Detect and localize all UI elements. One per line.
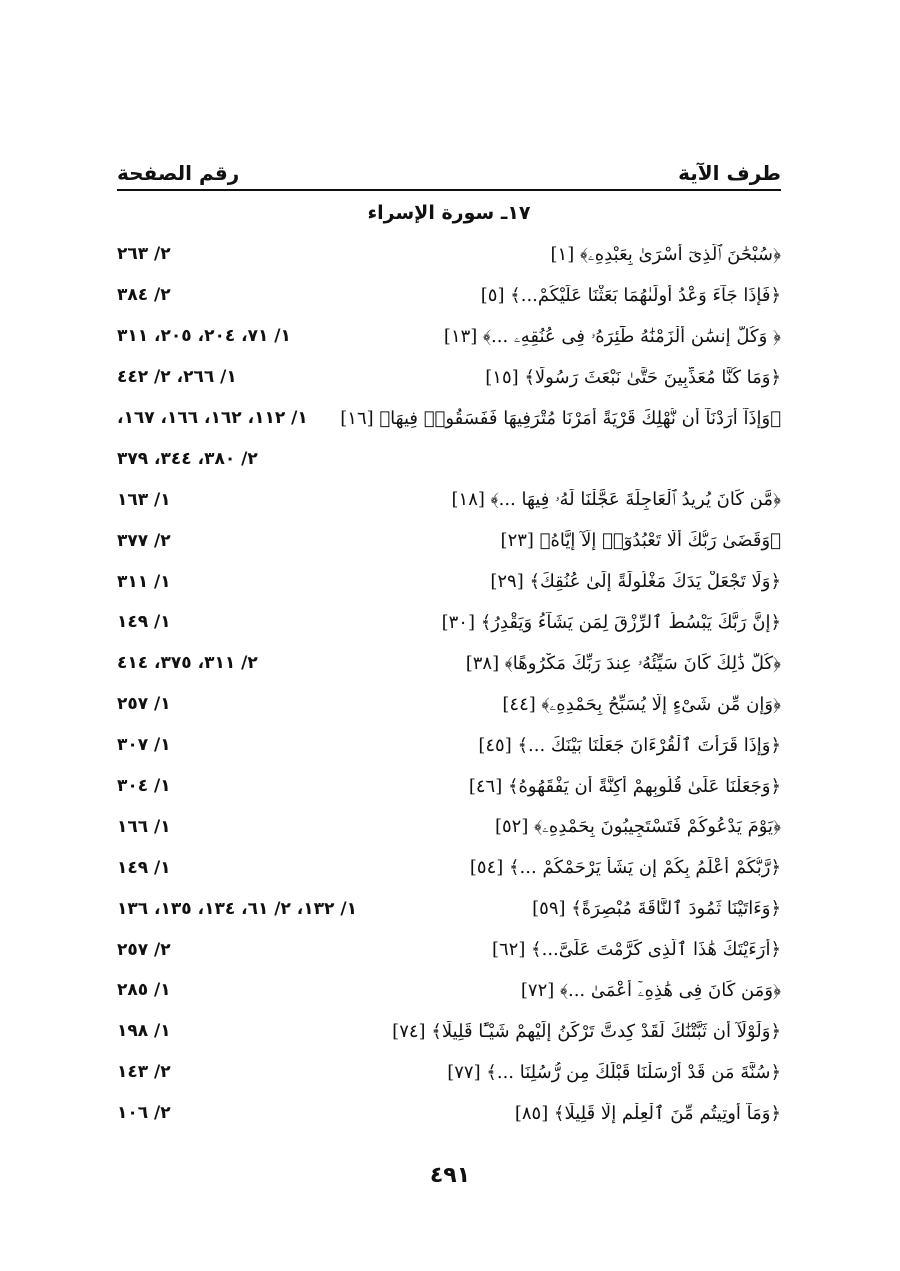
verse-excerpt: ﴿وَإِن مِّن شَىْءٍ إِلَّا يُسَبِّحُ بِحَمْدِهِۦ﴾ [٤٤] [502,693,781,715]
verse-excerpt: ﴿كُلُّ ذَٰلِكَ كَانَ سَيِّئُهُۥ عِندَ رَبِّكَ مَكْرُوهًا﴾ [٣٨] [465,652,781,674]
surah-title: ١٧ـ سورة الإسراء [367,202,531,224]
table-row [117,888,781,929]
page-references: ٢/ ٣١١، ٣٧٥، ٤١٤ [117,653,258,674]
table-row [117,970,781,1011]
page-references: ١/ ١٦٦ [117,816,171,837]
verse-excerpt: ﴿وَمَآ أُوتِيتُم مِّنَ ٱلْعِلْمِ إِلَّا قَلِيلًا﴾ [٨٥] [514,1102,781,1124]
page-references: ٢/ ١٤٣ [117,1062,171,1083]
page-references: ١/ ١٤٩ [117,612,171,633]
page-references: ١/ ١٩٨ [117,1021,171,1042]
page-references: ١/ ١٤٩ [117,857,171,878]
verse-excerpt: ﴿وَإِذَآ أَرَدْنَآ أَن نُّهْلِكَ قَرْيَةً أَمَرْنَا مُتْرَفِيهَا فَفَسَقُوا۟ فِيهَا﴾ [١٦] [340,407,781,429]
verse-excerpt: ﴿مَّن كَانَ يُرِيدُ ٱلْعَاجِلَةَ عَجَّلْنَا لَهُۥ فِيهَا ...﴾ [١٨] [451,489,781,511]
verse-excerpt: ﴿سُبْحَٰنَ ٱلَّذِىٓ أَسْرَىٰ بِعَبْدِهِۦ﴾ [١] [550,243,781,265]
page-references: ١/ ١١٢، ١٦٢، ١٦٦، ١٦٧، [117,408,308,428]
verse-excerpt: ﴿يَوْمَ يَدْعُوكُمْ فَتَسْتَجِيبُونَ بِحَمْدِهِۦ﴾ [٥٢] [494,816,781,838]
table-row [117,806,781,847]
page-references: ١/ ٧١، ٢٠٤، ٢٠٥، ٣١١ [117,326,291,347]
table-row [117,234,781,275]
verse-excerpt: ﴿وَمَا كُنَّا مُعَذِّبِينَ حَتَّىٰ نَبْعَثَ رَسُولًا﴾ [١٥] [485,366,781,388]
table-row [117,1011,781,1052]
table-row [117,929,781,970]
table-row [117,438,781,479]
page-references: ٢/ ٣٧٧ [117,530,171,551]
verse-excerpt: ﴿سُنَّةَ مَن قَدْ أَرْسَلْنَا قَبْلَكَ مِن رُّسُلِنَا ...﴾ [٧٧] [447,1061,781,1083]
verse-excerpt: ﴿فَإِذَا جَآءَ وَعْدُ أُولَىٰهُمَا بَعَثْنَا عَلَيْكُمْ...﴾ [٥] [480,284,781,306]
page-references: ١/ ٢٦٦، ٢/ ٤٤٢ [117,367,237,388]
table-row [117,398,781,439]
verse-excerpt: ﴿أَرَءَيْتَكَ هَٰذَا ٱلَّذِى كَرَّمْتَ عَلَىَّ...﴾ [٦٢] [491,939,781,961]
table-row [117,316,781,357]
verse-excerpt: ﴿رَّبُّكُمْ أَعْلَمُ بِكُمْ إِن يَشَأْ يَرْحَمْكُمْ ...﴾ [٥٤] [469,857,781,879]
verse-excerpt: ﴿وَءَاتَيْنَا ثَمُودَ ٱلنَّاقَةَ مُبْصِرَةً﴾ [٥٩] [532,898,781,920]
verse-list [117,234,781,1134]
verse-excerpt: ﴿وَمَن كَانَ فِى هَٰذِهِۦٓ أَعْمَىٰ ...﴾ [٧٢] [520,979,781,1001]
page-number: ٤٩١ [429,1163,471,1188]
page-references: ١/ ٣١١ [117,571,171,592]
page-references: ١/ ٣٠٤ [117,776,171,797]
page-references: ١/ ٢٥٧ [117,694,171,715]
page-references: ١/ ٢٨٥ [117,980,171,1001]
table-row [117,479,781,520]
verse-excerpt: ﴿وَلَا تَجْعَلْ يَدَكَ مَغْلُولَةً إِلَىٰ عُنُقِكَ﴾ [٢٩] [490,571,781,593]
table-row [117,725,781,766]
verse-excerpt: ﴿وَإِذَا قَرَأْتَ ٱلْقُرْءَانَ جَعَلْنَا بَيْنَكَ ...﴾ [٤٥] [478,734,781,756]
table-row [117,275,781,316]
verse-column-heading: طرف الآية [678,161,781,185]
index-page [117,152,781,1134]
table-row [117,602,781,643]
page-references: ١/ ١٦٣ [117,489,171,510]
table-row [117,847,781,888]
page-column-heading: رقم الصفحة [117,161,240,185]
table-row [117,684,781,725]
verse-excerpt: ﴿ وَكُلَّ إِنسَٰنٍ أَلْزَمْنَٰهُ طَٰٓئِرَهُۥ فِى عُنُقِهِۦ ...﴾ [١٣] [443,325,781,347]
page-references: ٢/ ٢٥٧ [117,939,171,960]
page-references: ٢/ ٢٦٣ [117,244,171,265]
table-row [117,766,781,807]
table-row [117,1093,781,1134]
table-row [117,1052,781,1093]
verse-excerpt: ﴿وَلَوْلَآ أَن ثَبَّتْنَٰكَ لَقَدْ كِدتَّ تَرْكَنُ إِلَيْهِمْ شَيْـًٔا قَلِيلًا﴾ [٧٤] [392,1020,781,1042]
page-references: ٢/ ٣٨٤ [117,285,171,306]
verse-excerpt: ﴿وَجَعَلْنَا عَلَىٰ قُلُوبِهِمْ أَكِنَّةً أَن يَفْقَهُوهُ﴾ [٤٦] [468,775,781,797]
table-row [117,520,781,561]
table-row [117,357,781,398]
verse-excerpt: ﴿وَقَضَىٰ رَبُّكَ أَلَّا تَعْبُدُوٓا۟ إِلَّآ إِيَّاهُ﴾ [٢٣] [500,530,781,552]
table-row [117,643,781,684]
page-references: ١/ ١٣٢، ٢/ ٦١، ١٣٤، ١٣٥، ١٣٦ [117,898,357,919]
verse-excerpt: ﴿إِنَّ رَبَّكَ يَبْسُطُ ٱلرِّزْقَ لِمَن يَشَآءُ وَيَقْدِرُ﴾ [٣٠] [441,611,781,633]
table-header [117,152,781,191]
page-references: ٢/ ١٠٦ [117,1103,171,1124]
page-references: ٢/ ٣٨٠، ٣٤٤، ٣٧٩ [117,448,258,469]
table-row [117,561,781,602]
page-references: ١/ ٣٠٧ [117,735,171,756]
